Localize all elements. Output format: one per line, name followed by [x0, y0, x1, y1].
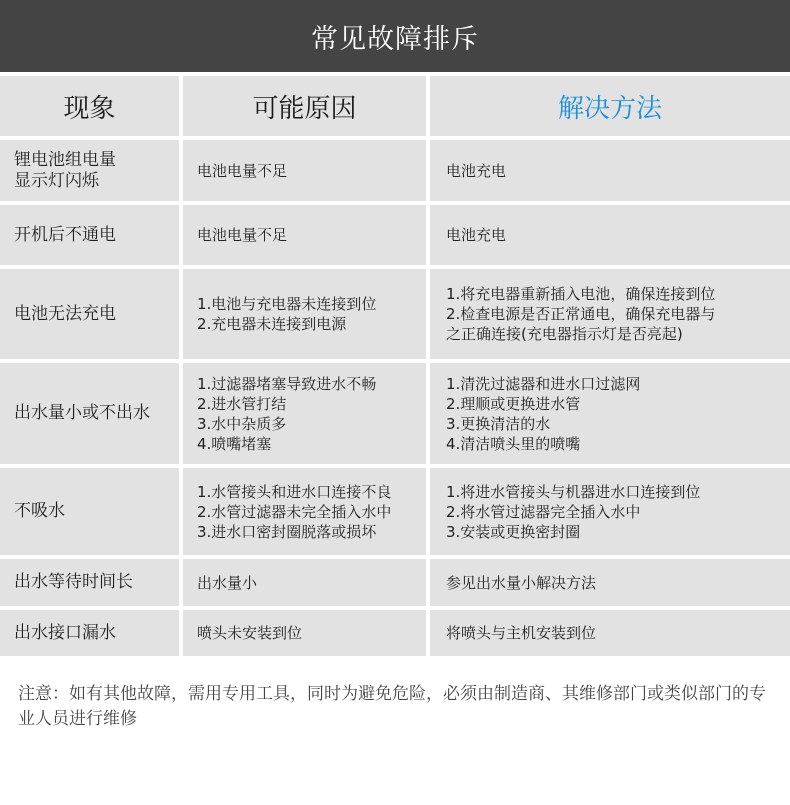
troubleshooting-table: [0, 72, 790, 656]
table-row-solution: [430, 559, 790, 606]
table-row-phenomenon: [0, 363, 179, 464]
phenomenon-text: 电池无法充电: [14, 303, 116, 324]
table-row-cause: [183, 205, 426, 265]
table-row-cause: [183, 559, 426, 606]
table-row-cause: [183, 140, 426, 201]
table-row-solution: [430, 269, 790, 359]
table-row-solution: [430, 205, 790, 265]
table-row-phenomenon: [0, 610, 179, 656]
table-row-solution: [430, 610, 790, 656]
cause-text: 1.水管接头和进水口连接不良 2.水管过滤器未完全插入水中 3.进水口密封圈脱落或损坏: [197, 482, 392, 541]
table-row-solution: [430, 468, 790, 555]
phenomenon-text: 出水接口漏水: [14, 622, 116, 643]
table-row-phenomenon: [0, 140, 179, 201]
solution-text: 电池充电: [446, 161, 507, 180]
cause-text: 出水量小: [197, 573, 258, 592]
cause-text: 喷头未安装到位: [197, 624, 303, 642]
table-row-cause: [183, 468, 426, 555]
disclaimer-note: 注意：如有其他故障，需用专用工具，同时为避免危险，必须由制造商、其维修部门或类似部门的专业人员进行维修: [18, 684, 766, 729]
cause-text: 1.过滤器堵塞导致进水不畅 2.进水管打结 3.水中杂质多 4.喷嘴堵塞: [197, 374, 377, 453]
table-row-solution: [430, 140, 790, 201]
phenomenon-text: 出水等待时间长: [14, 572, 133, 592]
table-row-cause: [183, 610, 426, 656]
solution-text: 参见出水量小解决方法: [446, 573, 597, 592]
phenomenon-text: 开机后不通电: [14, 224, 116, 245]
solution-text: 1.将进水管接头与机器进水口连接到位 2.将水管过滤器完全插入水中 3.安装或更换密封圈: [446, 482, 701, 541]
solution-text: 1.清洗过滤器和进水口过滤网 2.理顺或更换进水管 3.更换清洁的水 4.清洁喷头里的喷嘴: [446, 374, 641, 453]
header-cause: 可能原因: [183, 76, 426, 136]
table-row-solution: [430, 363, 790, 464]
table-row-cause: [183, 363, 426, 464]
header-solution: 解决方法: [430, 76, 790, 136]
header-phenomenon: 现象: [0, 76, 179, 136]
phenomenon-text: 不吸水: [14, 501, 65, 521]
solution-text: 将喷头与主机安装到位: [446, 624, 597, 642]
table-row-cause: [183, 269, 426, 359]
page-title: 常见故障排斥: [0, 0, 790, 72]
phenomenon-text: 出水量小或不出水: [14, 403, 150, 423]
cause-text: 电池电量不足: [197, 226, 288, 244]
table-row-phenomenon: [0, 559, 179, 606]
phenomenon-text: 锂电池组电量 显示灯闪烁: [14, 149, 116, 191]
cause-text: 1.电池与充电器未连接到位 2.充电器未连接到电源: [197, 295, 377, 333]
solution-text: 电池充电: [446, 226, 507, 244]
table-row-phenomenon: [0, 468, 179, 555]
table-row-phenomenon: [0, 269, 179, 359]
solution-text: 1.将充电器重新插入电池，确保连接到位 2.检查电源是否正常通电，确保充电器与 之正确连接(充电器指示灯是否亮起): [446, 285, 716, 343]
table-row-phenomenon: [0, 205, 179, 265]
cause-text: 电池电量不足: [197, 161, 288, 180]
